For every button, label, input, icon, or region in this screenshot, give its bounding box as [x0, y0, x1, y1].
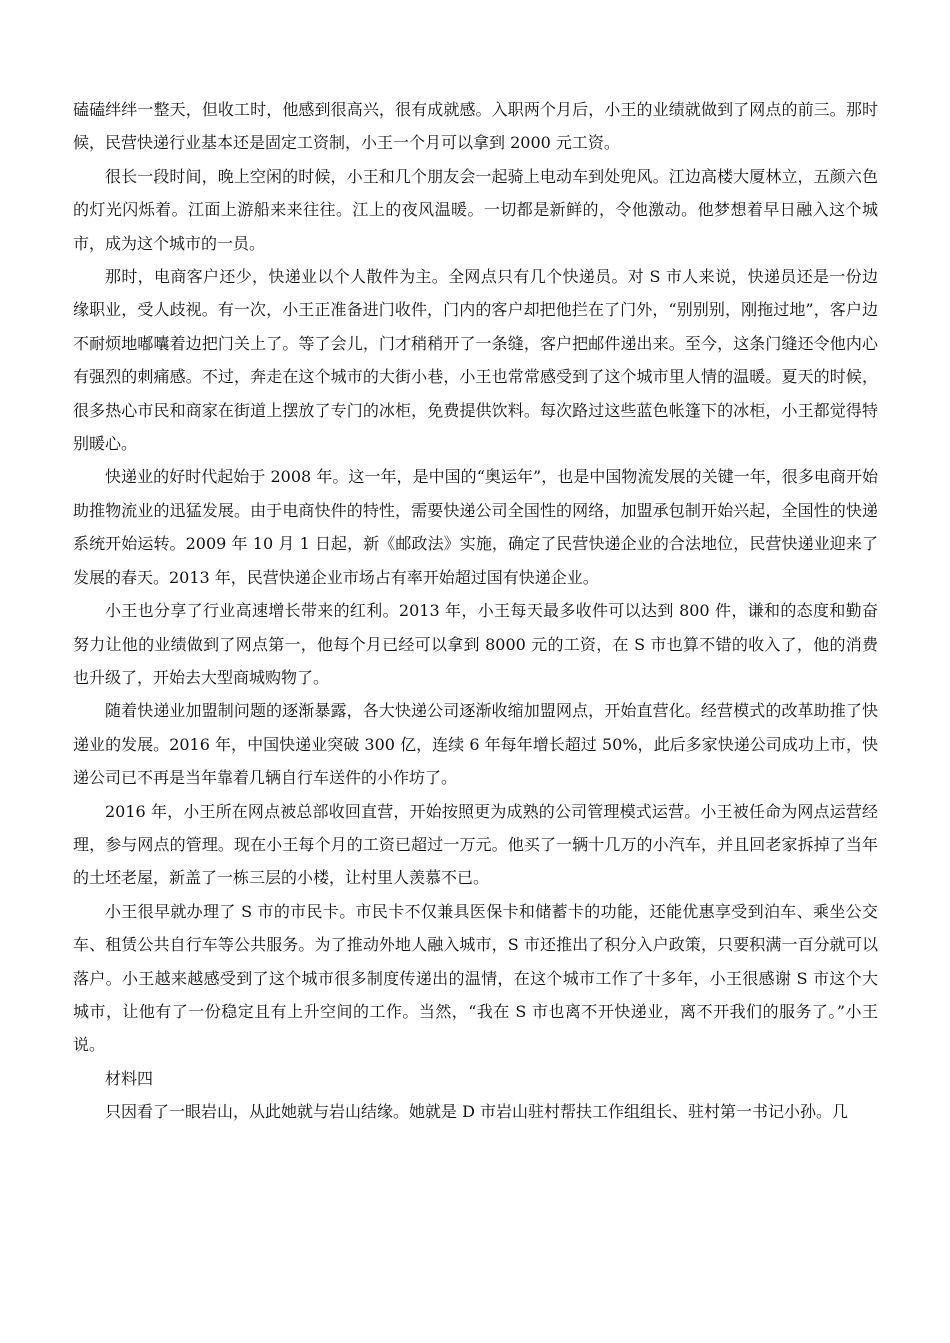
section-heading-material-four: 材料四 [105, 1068, 154, 1088]
paragraph-continuation: 磕磕绊绊一整天，但收工时，他感到很高兴，很有成就感。入职两个月后，小王的业绩就做到了网点的前三。那时候，民营快递行业基本还是固定工资制，小王一个月可以拿到 2000 元工资。 [73, 100, 878, 153]
paragraph-night-ride: 很长一段时间，晚上空闲的时候，小王和几个朋友会一起骑上电动车到处兜风。江边高楼大厦林立，五颜六色的灯光闪烁着。江面上游船来来往往。江上的夜风温暖。一切都是新鲜的，令他激动。他梦想着早日融入这个城市，成为这个城市的一员。 [73, 166, 878, 253]
paragraph-2016-manager: 2016 年，小王所在网点被总部收回直营，开始按照更为成熟的公司管理模式运营。小王被任命为网点运营经理，参与网点的管理。现在小王每个月的工资已超过一万元。他买了一辆十几万的小汽车，并且回老家拆掉了当年的土坯老屋，新盖了一栋三层的小楼，让村里人羡慕不已。 [73, 801, 878, 888]
paragraph-direct-operation: 随着快递业加盟制问题的逐渐暴露，各大快递公司逐渐收缩加盟网点，开始直营化。经营模式的改革助推了快递业的发展。2016 年，中国快递业突破 300 亿，连续 6 年每年增长超过 50%，此后多家快递公司成功上市，快递公司已不再是当年靠着几辆自行车送件的小作坊了。 [73, 701, 878, 788]
paragraph-2013-growth: 小王也分享了行业高速增长带来的红利。2013 年，小王每天最多收件可以达到 800 件，谦和的态度和勤奋努力让他的业绩做到了网点第一，他每个月已经可以拿到 8000 元的工资，在 S 市也算不错的收入了，他的消费也升级了，开始去大型商城购物了。 [73, 601, 878, 687]
paragraph-early-courier: 那时，电商客户还少，快递业以个人散件为主。全网点只有几个快递员。对 S 市人来说，快递员还是一份边缘职业，受人歧视。有一次，小王正准备进门收件，门内的客户却把他拦在了门外，“别别别，刚拖过地”，客户边不耐烦地嘟囔着边把门关上了。等了会儿，门才稍稍开了一条缝，客户把邮件递出来。至今，这条门缝还令他内心有强烈的刺痛感。不过，奔走在这个城市的大街小巷，小王也常常感受到了这个城市里人情的温暖。夏天的时候，很多热心市民和商家在街道上摆放了专门的冰柜，免费提供饮料。每次路过这些蓝色帐篷下的冰柜，小王都觉得特别暖心。 [73, 267, 878, 454]
paragraph-citizen-card: 小王很早就办理了 S 市的市民卡。市民卡不仅兼具医保卡和储蓄卡的功能，还能优惠享受到泊车、乘坐公交车、租赁公共自行车等公共服务。为了推动外地人融入城市，S 市还推出了积分入户政策，只要积满一百分就可以落户。小王越来越感受到了这个城市很多制度传递出的温情，在这个城市工作了十多年，小王很感谢 S 市这个大城市，让他有了一份稳定且有上升空间的工作。当然，“我在 S 市也离不开快递业，离不开我们的服务了。”小王说。 [73, 901, 878, 1055]
paragraph-yanshan: 只因看了一眼岩山，从此她就与岩山结缘。她就是 D 市岩山驻村帮扶工作组组长、驻村第一书记小孙。几 [105, 1102, 849, 1122]
paragraph-industry-2008: 快递业的好时代起始于 2008 年。这一年，是中国的“奥运年”，也是中国物流发展的关键一年，很多电商开始助推物流业的迅猛发展。由于电商快件的特性，需要快递公司全国性的网络，加盟承包制开始兴起，全国性的快递系统开始运转。2009 年 10 月 1 日起，新《邮政法》实施，确定了民营快递企业的合法地位，民营快递业迎来了发展的春天。2013 年，民营快递企业市场占有率开始超过国有快递企业。 [73, 467, 878, 587]
